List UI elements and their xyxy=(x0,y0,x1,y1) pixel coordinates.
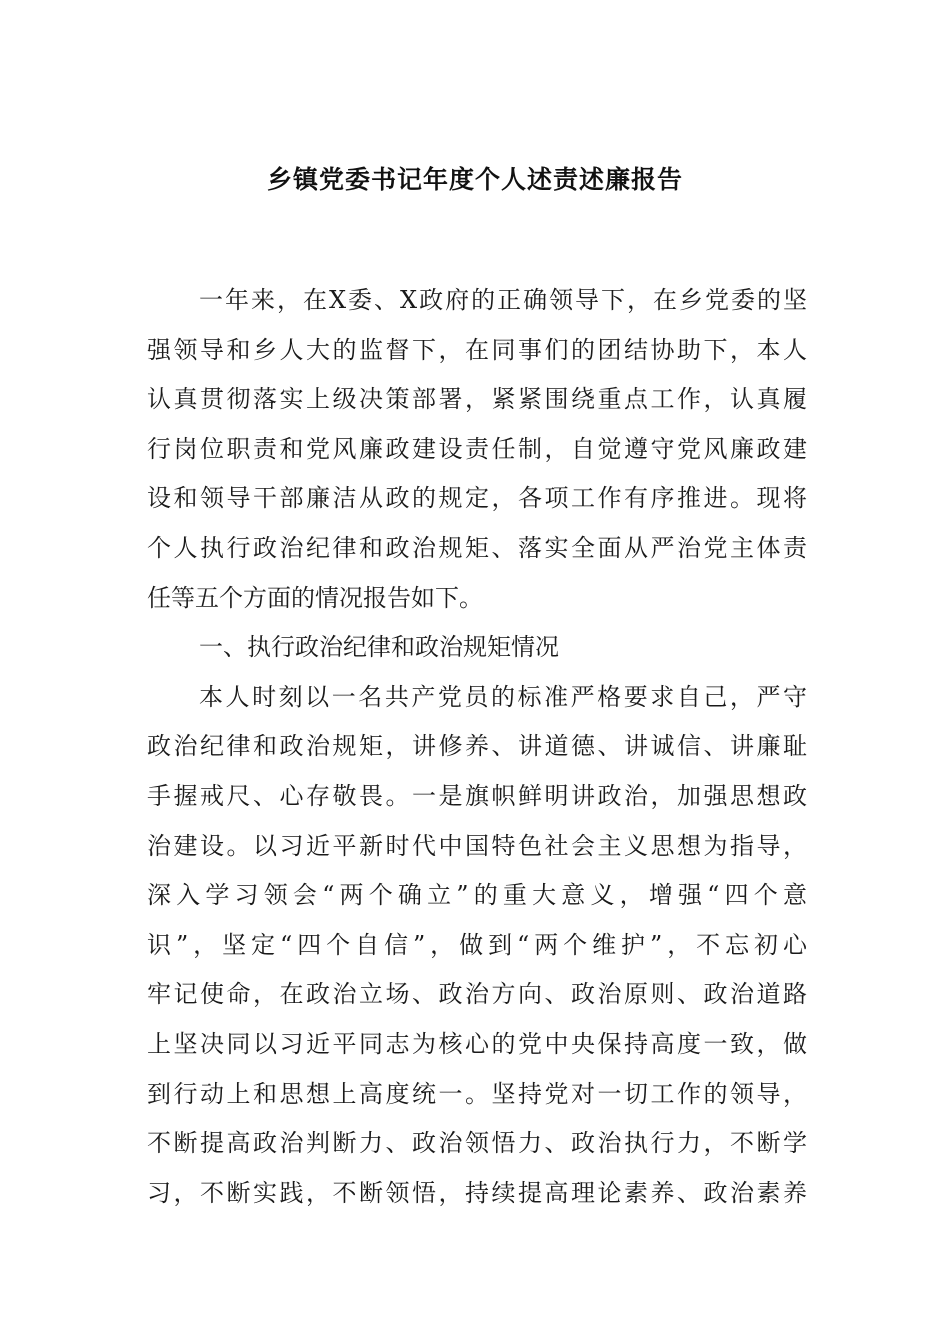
paragraph-intro-line: 个人执行政治纪律和政治规矩、落实全面从严治党主体责 xyxy=(147,533,807,562)
paragraph-section-one-line: 不断提高政治判断力、政治领悟力、政治执行力，不断学 xyxy=(147,1129,807,1158)
paragraph-intro-line: 行岗位职责和党风廉政建设责任制，自觉遵守党风廉政建 xyxy=(147,434,807,463)
paragraph-intro-line: 任等五个方面的情况报告如下。 xyxy=(147,583,483,612)
paragraph-section-one-line: 到行动上和思想上高度统一。坚持党对一切工作的领导， xyxy=(147,1079,807,1108)
paragraph-section-one-line: 牢记使命，在政治立场、政治方向、政治原则、政治道路 xyxy=(147,980,807,1009)
paragraph-section-one-line: 手握戒尺、心存敬畏。一是旗帜鲜明讲政治，加强思想政 xyxy=(147,781,807,810)
paragraph-section-one-line: 深入学习领会“两个确立”的重大意义，增强“四个意 xyxy=(147,881,807,910)
document-body xyxy=(147,276,807,1218)
document-title: 乡镇党委书记年度个人述责述廉报告 xyxy=(266,165,683,194)
paragraph-section-one-line: 本人时刻以一名共产党员的标准严格要求自己，严守 xyxy=(199,682,807,711)
paragraph-intro-line: 认真贯彻落实上级决策部署，紧紧围绕重点工作，认真履 xyxy=(147,385,807,414)
paragraph-section-one-line: 识”，坚定“四个自信”，做到“两个维护”，不忘初心 xyxy=(147,930,807,959)
paragraph-section-one-line: 上坚决同以习近平同志为核心的党中央保持高度一致，做 xyxy=(147,1029,807,1058)
paragraph-section-one-line: 治建设。以习近平新时代中国特色社会主义思想为指导， xyxy=(147,831,807,860)
paragraph-intro-line: 强领导和乡人大的监督下，在同事们的团结协助下，本人 xyxy=(147,335,807,364)
paragraph-intro-line: 设和领导干部廉洁从政的规定，各项工作有序推进。现将 xyxy=(147,484,807,513)
paragraph-section-one-line: 政治纪律和政治规矩，讲修养、讲道德、讲诚信、讲廉耻 xyxy=(147,732,807,761)
paragraph-section-one-line: 习，不断实践，不断领悟，持续提高理论素养、政治素养 xyxy=(147,1178,807,1207)
section-heading: 一、执行政治纪律和政治规矩情况 xyxy=(199,633,559,662)
paragraph-intro-line: 一年来，在X委、X政府的正确领导下，在乡党委的坚 xyxy=(199,286,807,314)
